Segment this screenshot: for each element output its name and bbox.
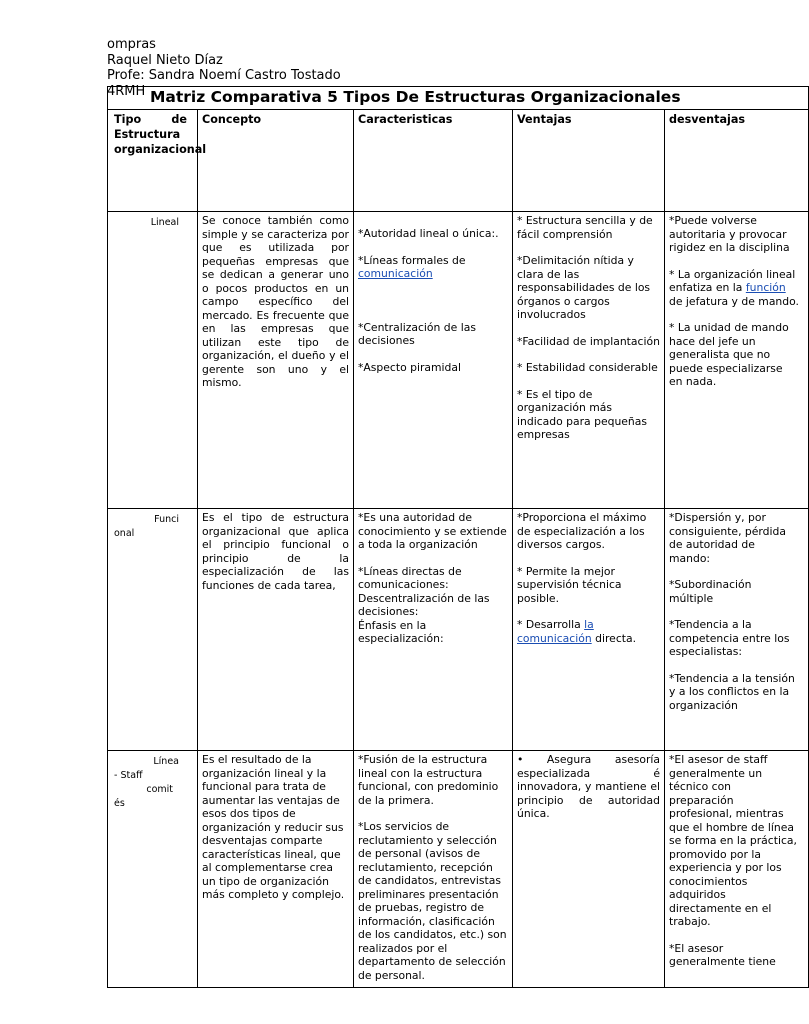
- table-row-funcional: [108, 509, 808, 751]
- ventajas-funcional: [513, 509, 665, 750]
- table-row-lineal: [108, 212, 808, 509]
- col-header-tipo-text: Tipo de Estructura organizacional: [114, 113, 207, 156]
- ventajas-lineal: [513, 212, 665, 508]
- ventajas-staff: [513, 751, 665, 987]
- comunicacion-link[interactable]: comunicación: [358, 267, 433, 280]
- desventaja-staff-1: *El asesor de staff generalmente un técnico con preparación profesional, mientras que el hombre de línea se forma en la práctica, promovido por la experiencia y por los conocimientos adquiridos directamente en el trabajo.: [669, 753, 797, 928]
- desventaja-funcional-2: *Subordinación múltiple: [669, 578, 752, 605]
- desventaja-funcional-4: *Tendencia a la tensión y a los conflictos en la organización: [669, 671, 795, 712]
- concepto-lineal: Se conoce también como simple y se caracteriza por que es utilizada por pequeñas empresas que se dedican a generar uno o pocos productos en un campo específico del mercado. Es frecuente que en las empresas que utilizan este tipo de organización, el dueño y el gerente son uno y el mismo.: [198, 212, 354, 508]
- car-lineal-1: *Autoridad lineal o única:.: [358, 227, 499, 240]
- matrix-title: Matriz Comparativa 5 Tipos De Estructuras Organizacionales: [108, 87, 808, 110]
- car-funcional-4: Énfasis en la especialización:: [358, 618, 444, 645]
- header-line-subject: ompras: [107, 37, 156, 52]
- comparison-matrix: [107, 83, 809, 988]
- caracteristicas-staff: [354, 751, 513, 987]
- ventaja-lineal-2: *Delimitación nítida y clara de las responsabilidades de los órganos o cargos involucrados: [517, 254, 651, 321]
- car-funcional-1: *Es una autoridad de conocimiento y se extiende a toda la organización: [358, 511, 507, 551]
- desventaja-funcional-3: *Tendencia a la competencia entre los especialistas:: [669, 618, 790, 658]
- col-header-caracteristicas: Caracteristicas: [354, 110, 513, 211]
- car-lineal-2: [358, 254, 508, 281]
- desventaja-lineal-1: *Puede volverse autoritaria y provocar rigidez en la disciplina: [669, 214, 790, 254]
- car-funcional-3: Descentralización de las decisiones:: [358, 591, 490, 618]
- concepto-funcional: Es el tipo de estructura organizacional que aplica el principio funcional o principio de la especialización de las funciones de cada tarea,: [198, 509, 354, 750]
- row-type-staff-c: comit: [146, 784, 173, 795]
- desventaja-lineal-2-text-a: * La organización lineal enfatiza en la: [669, 267, 796, 294]
- ventaja-lineal-5: * Es el tipo de organización más indicado para pequeñas empresas: [517, 387, 648, 441]
- ventaja-funcional-3-text-a: * Desarrolla: [517, 618, 585, 631]
- desventajas-lineal: [665, 212, 808, 508]
- desventaja-funcional-1: *Dispersión y, por consiguiente, pérdida de autoridad de mando:: [669, 511, 786, 565]
- ventaja-funcional-2: * Permite la mejor supervisión técnica posible.: [517, 564, 622, 605]
- row-type-staff-a: Línea: [153, 756, 179, 767]
- header-line-group: 4RMH: [107, 83, 146, 99]
- car-staff-1: *Fusión de la estructura lineal con la estructura funcional, con predominio de la primera.: [358, 753, 499, 807]
- row-type-staff-b: - Staff: [114, 770, 143, 781]
- col-header-tipo: [108, 110, 207, 211]
- header-row: [108, 110, 808, 212]
- ventaja-lineal-4: * Estabilidad considerable: [517, 361, 658, 374]
- row-type-staff-d: és: [114, 798, 125, 809]
- desventaja-lineal-2-text-b: de jefatura y de mando.: [669, 294, 799, 308]
- car-lineal-4: *Aspecto piramidal: [358, 360, 462, 374]
- desventajas-staff: [665, 751, 808, 987]
- desventaja-staff-2: *El asesor generalmente tiene: [669, 941, 776, 968]
- la-comunicacion-link[interactable]: la comunicación: [517, 618, 594, 645]
- header-line-student: Raquel Nieto Díaz: [107, 52, 223, 68]
- car-lineal-3: *Centralización de las decisiones: [358, 320, 476, 347]
- desventaja-lineal-3: * La unidad de mando hace del jefe un generalista que no puede especializarse en nada.: [669, 321, 789, 388]
- ventaja-funcional-1: *Proporciona el máximo de especialización a los diversos cargos.: [517, 511, 647, 551]
- ventaja-lineal-1: * Estructura sencilla y de fácil comprensión: [517, 214, 653, 241]
- header-line-teacher: Profe: Sandra Noemí Castro Tostado: [107, 68, 341, 83]
- row-type-staff: [108, 751, 198, 987]
- caracteristicas-lineal: [354, 212, 513, 508]
- col-header-concepto: Concepto: [198, 110, 354, 211]
- desventaja-lineal-2: [669, 268, 799, 309]
- ventaja-lineal-3: *Facilidad de implantación: [517, 334, 660, 348]
- car-funcional-2: *Líneas directas de comunicaciones:: [358, 564, 462, 591]
- row-type-lineal: Lineal: [108, 212, 198, 508]
- ventaja-funcional-3-text-b: directa.: [591, 631, 637, 645]
- col-header-desventajas: desventajas: [669, 113, 746, 126]
- car-staff-2: *Los servicios de reclutamiento y selección de personal (avisos de reclutamiento, recepción de candidatos, entrevistas preliminares presentación de pruebas, registro de información, clasificación de los candidatos, etc.) son realizados por el departamento de selección de personal.: [358, 820, 507, 982]
- col-header-ventajas: Ventajas: [513, 110, 665, 211]
- caracteristicas-funcional: [354, 509, 513, 750]
- desventajas-funcional: [665, 509, 808, 750]
- car-lineal-2-text: *Líneas formales de: [358, 253, 466, 267]
- funcion-link[interactable]: función: [745, 281, 786, 294]
- ventaja-funcional-3: [517, 618, 660, 645]
- concepto-staff: Es el resultado de la organización lineal y la funcional para trata de aumentar las ventajas de esos dos tipos de organización y reducir sus desventajas comparte características lineal, que al complementarse crea un tipo de organización más completo y complejo.: [198, 751, 354, 987]
- row-type-funcional-b: onal: [114, 528, 135, 539]
- ventaja-staff-1: • Asegura asesoría especializada é innovadora, y mantiene el principio de autoridad única.: [517, 753, 660, 820]
- table-row-linea-staff: [108, 751, 808, 987]
- row-type-funcional-a: Funci: [154, 514, 179, 525]
- row-type-funcional: [108, 509, 198, 750]
